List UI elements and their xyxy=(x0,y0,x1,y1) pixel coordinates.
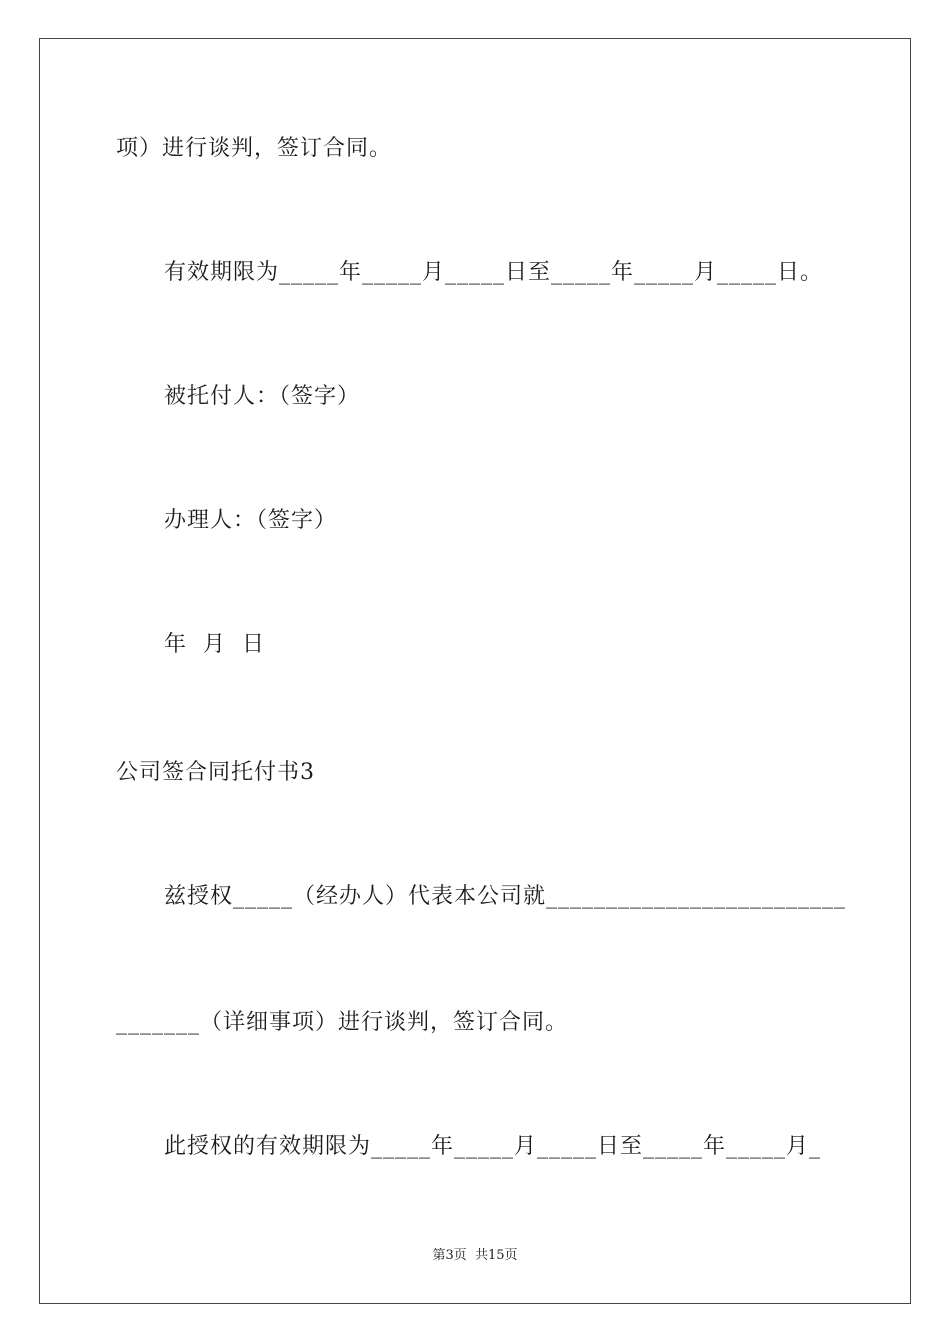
paragraph-negotiation: _______（详细事项）进行谈判，签订合同。 xyxy=(116,1010,569,1035)
paragraph-contract-end: 项）进行谈判，签订合同。 xyxy=(116,136,393,161)
page-border xyxy=(39,38,911,1304)
handler-signature-line: 办理人：（签字） xyxy=(164,508,338,533)
paragraph-authorization-validity: 此授权的有效期限为_____年_____月_____日至_____年_____月_ xyxy=(164,1134,822,1159)
paragraph-authorization: 兹授权_____（经办人）代表本公司就_________________________ xyxy=(164,884,847,909)
paragraph-validity-period: 有效期限为_____年_____月_____日至_____年_____月_____日。 xyxy=(164,260,824,285)
section-title: 公司签合同托付书3 xyxy=(116,760,315,785)
trustee-signature-line: 被托付人：（签字） xyxy=(164,384,361,409)
date-line: 年 月 日 xyxy=(164,632,265,657)
page-number-footer: 第3页 共15页 xyxy=(432,1248,518,1263)
